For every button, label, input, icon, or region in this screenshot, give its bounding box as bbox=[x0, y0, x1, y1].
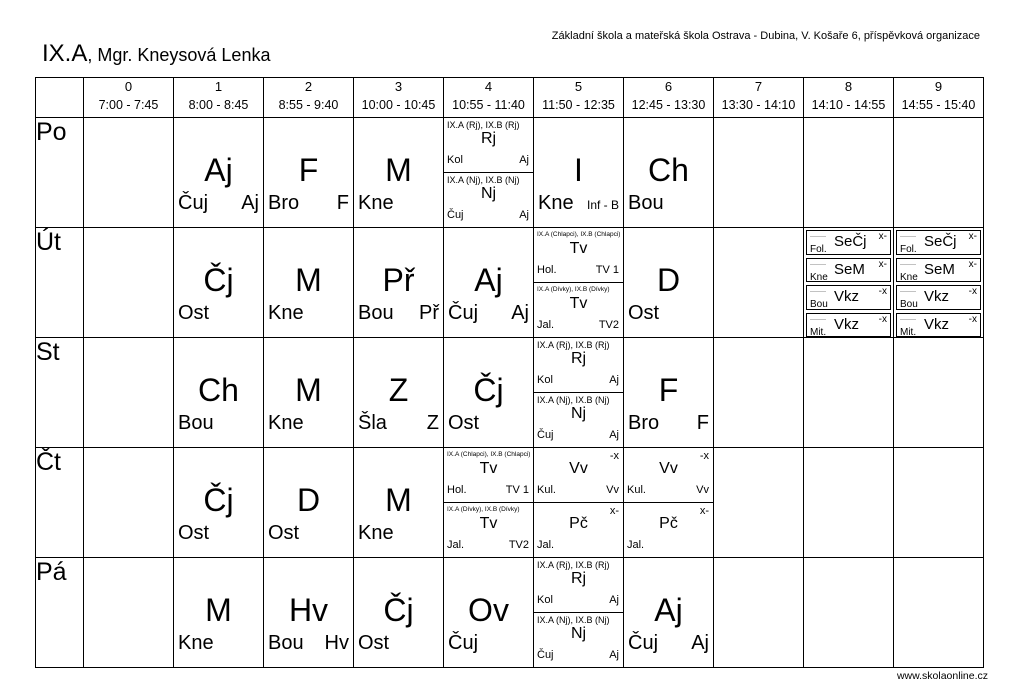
lesson-group: IX.A (Chlapci), IX.B (Chlapci) bbox=[537, 231, 621, 238]
lesson-subject: SeČj bbox=[834, 233, 867, 250]
lesson-teacher: Čuj bbox=[537, 649, 554, 661]
period-number: 6 bbox=[664, 79, 673, 94]
lesson-subject: Aj bbox=[654, 592, 683, 628]
lesson-subject: Ch bbox=[198, 372, 239, 408]
lesson-cell-empty bbox=[84, 228, 174, 338]
lesson-room: Z bbox=[426, 412, 439, 434]
lesson-subject: Z bbox=[388, 372, 409, 408]
lesson-cell-split bbox=[444, 448, 534, 558]
lesson-room: TV 1 bbox=[505, 484, 529, 496]
lesson-subject: Vkz bbox=[924, 288, 950, 305]
lesson-subject: Aj bbox=[474, 262, 503, 298]
lesson-subject: M bbox=[295, 262, 322, 298]
lesson-teacher: Ost bbox=[178, 522, 210, 544]
lesson-teacher: Jal. bbox=[447, 539, 465, 551]
lesson-room: Vv bbox=[606, 484, 619, 496]
group-lesson bbox=[444, 448, 533, 503]
lesson-cell bbox=[264, 448, 354, 558]
group-lesson bbox=[534, 338, 623, 393]
lesson-cell-empty bbox=[84, 338, 174, 448]
lesson-subject: Vkz bbox=[834, 288, 860, 305]
elective-lesson bbox=[804, 256, 893, 284]
lesson-teacher: Kne bbox=[538, 192, 574, 214]
day-row-st bbox=[36, 338, 984, 448]
lesson-subject: SeM bbox=[834, 260, 865, 278]
period-time: 10:00 - 10:45 bbox=[361, 98, 436, 112]
page-title bbox=[42, 40, 270, 68]
lesson-teacher: Jal. bbox=[537, 539, 555, 551]
lesson-teacher: Ost bbox=[628, 302, 660, 324]
lesson-subject: Aj bbox=[204, 152, 233, 188]
period-time: 8:55 - 9:40 bbox=[278, 98, 339, 112]
lesson-teacher: Kol bbox=[537, 594, 553, 606]
lesson-group: IX.A (Nj), IX.B (Nj) bbox=[537, 395, 610, 405]
lesson-teacher: Bou bbox=[810, 299, 828, 310]
week-mark: -x bbox=[878, 286, 887, 297]
period-9-header bbox=[894, 78, 984, 118]
lesson-room: Vv bbox=[696, 484, 709, 496]
lesson-cell-empty bbox=[894, 558, 984, 668]
lesson-subject: Tv bbox=[569, 240, 588, 257]
lesson-teacher: Čuj bbox=[448, 632, 479, 654]
lesson-room: Aj bbox=[691, 632, 709, 654]
period-6-header bbox=[624, 78, 714, 118]
class-name: IX.A bbox=[42, 40, 88, 67]
lesson-room: Aj bbox=[609, 594, 619, 606]
lesson-teacher: Bou bbox=[628, 192, 664, 214]
elective-lesson bbox=[894, 283, 983, 311]
lesson-cell-empty bbox=[714, 118, 804, 228]
elective-group-text: ———— bbox=[810, 260, 826, 266]
lesson-cell bbox=[624, 118, 714, 228]
lesson-room: F bbox=[696, 412, 709, 434]
lesson-teacher: Čuj bbox=[628, 632, 659, 654]
lesson-group: IX.A (Dívky), IX.B (Dívky) bbox=[537, 286, 610, 293]
period-time: 14:55 - 15:40 bbox=[901, 98, 976, 112]
timetable bbox=[35, 77, 984, 668]
lesson-subject: Čj bbox=[203, 482, 234, 518]
lesson-cell-empty bbox=[84, 448, 174, 558]
elective-group-text: ———— bbox=[900, 288, 916, 293]
lesson-cell bbox=[174, 338, 264, 448]
lesson-cell-split bbox=[534, 558, 624, 668]
lesson-group: IX.A (Rj), IX.B (Rj) bbox=[537, 340, 610, 350]
elective-group-text: ———— bbox=[810, 233, 826, 238]
period-7-header bbox=[714, 78, 804, 118]
lesson-subject: SeM bbox=[924, 260, 955, 278]
period-time: 13:30 - 14:10 bbox=[721, 98, 796, 112]
lesson-teacher: Hol. bbox=[447, 484, 467, 496]
lesson-cell-split bbox=[624, 448, 714, 558]
period-number: 7 bbox=[754, 79, 763, 94]
lesson-room: Aj bbox=[609, 649, 619, 661]
week-mark: -x bbox=[968, 313, 977, 325]
group-lesson bbox=[534, 228, 623, 283]
lesson-teacher: Ost bbox=[268, 522, 300, 544]
lesson-cell bbox=[444, 338, 534, 448]
day-label: Čt bbox=[36, 448, 84, 558]
group-lesson bbox=[444, 173, 533, 228]
group-lesson bbox=[444, 118, 533, 173]
period-5-header bbox=[534, 78, 624, 118]
period-number: 9 bbox=[934, 79, 943, 94]
lesson-room: F bbox=[336, 192, 349, 214]
lesson-cell-split bbox=[444, 118, 534, 228]
lesson-cell-empty bbox=[894, 118, 984, 228]
lesson-cell bbox=[264, 338, 354, 448]
lesson-subject: M bbox=[385, 152, 412, 188]
lesson-cell-empty bbox=[804, 118, 894, 228]
lesson-subject: F bbox=[298, 152, 319, 188]
elective-group-text: ———— bbox=[900, 260, 916, 266]
lesson-teacher: Čuj bbox=[537, 429, 554, 441]
lesson-room: Aj bbox=[519, 154, 529, 166]
lesson-teacher: Kne bbox=[810, 271, 828, 283]
lesson-teacher: Ost bbox=[178, 302, 210, 324]
week-mark: -x bbox=[878, 313, 887, 325]
lesson-subject: Čj bbox=[473, 372, 504, 408]
lesson-cell bbox=[624, 228, 714, 338]
elective-group-text: ———— bbox=[900, 315, 916, 321]
elective-lesson bbox=[804, 228, 893, 256]
elective-lesson bbox=[804, 311, 893, 339]
lesson-subject: Pč bbox=[659, 515, 678, 532]
lesson-subject: M bbox=[385, 482, 412, 518]
lesson-subject: Hv bbox=[288, 592, 329, 628]
lesson-cell bbox=[354, 448, 444, 558]
alternating-lesson bbox=[624, 448, 713, 503]
period-0-header bbox=[84, 78, 174, 118]
lesson-subject: Tv bbox=[569, 295, 588, 312]
lesson-teacher: Mit. bbox=[900, 326, 917, 338]
lesson-cell-split bbox=[534, 338, 624, 448]
lesson-cell-quad bbox=[804, 228, 894, 338]
lesson-subject: Čj bbox=[383, 592, 414, 628]
period-time: 8:00 - 8:45 bbox=[188, 98, 249, 112]
day-label: Po bbox=[36, 118, 84, 228]
period-8-header bbox=[804, 78, 894, 118]
lesson-teacher: Ost bbox=[448, 412, 480, 434]
lesson-teacher: Kne bbox=[358, 522, 394, 544]
lesson-cell bbox=[624, 558, 714, 668]
lesson-subject: Vv bbox=[659, 460, 678, 477]
lesson-group: IX.A (Dívky), IX.B (Dívky) bbox=[447, 506, 520, 513]
lesson-cell-empty bbox=[894, 338, 984, 448]
lesson-subject: Nj bbox=[480, 185, 497, 202]
day-row-ut bbox=[36, 228, 984, 338]
lesson-teacher: Bro bbox=[628, 412, 660, 434]
lesson-cell-empty bbox=[894, 448, 984, 558]
lesson-subject: Vkz bbox=[924, 315, 950, 333]
lesson-teacher: Kol bbox=[537, 374, 553, 386]
lesson-cell bbox=[264, 558, 354, 668]
elective-lesson bbox=[894, 228, 983, 256]
lesson-room: Hv bbox=[324, 632, 349, 654]
lesson-subject: I bbox=[574, 152, 583, 188]
lesson-subject: Př bbox=[382, 262, 415, 298]
school-name: Základní škola a mateřská škola Ostrava - Dubina, V. Košaře 6, příspěvková organizace bbox=[551, 30, 980, 42]
lesson-cell bbox=[174, 448, 264, 558]
lesson-cell-quad bbox=[894, 228, 984, 338]
lesson-subject: Ov bbox=[468, 592, 509, 628]
period-number: 0 bbox=[124, 79, 133, 94]
lesson-room: TV2 bbox=[508, 539, 529, 551]
lesson-cell bbox=[444, 228, 534, 338]
alternating-lesson bbox=[534, 503, 623, 558]
lesson-cell bbox=[174, 558, 264, 668]
week-mark: -x bbox=[699, 450, 709, 462]
period-time: 7:00 - 7:45 bbox=[98, 98, 159, 112]
lesson-subject: Tv bbox=[479, 460, 498, 477]
lesson-teacher: Fol. bbox=[810, 244, 827, 255]
lesson-cell-empty bbox=[84, 558, 174, 668]
period-number: 2 bbox=[304, 79, 313, 94]
alternating-lesson bbox=[624, 503, 713, 558]
elective-group-text: ———— bbox=[810, 288, 826, 293]
period-time: 10:55 - 11:40 bbox=[452, 98, 525, 112]
lesson-group: IX.A (Chlapci), IX.B (Chlapci) bbox=[447, 451, 531, 458]
week-mark: x- bbox=[968, 231, 977, 242]
lesson-room: Př bbox=[419, 302, 439, 324]
lesson-room: TV 1 bbox=[595, 264, 619, 276]
lesson-teacher: Kol bbox=[447, 154, 463, 166]
lesson-cell bbox=[264, 228, 354, 338]
period-1-header bbox=[174, 78, 264, 118]
lesson-subject: D bbox=[296, 482, 321, 518]
lesson-cell-empty bbox=[714, 338, 804, 448]
lesson-teacher: Bou bbox=[358, 302, 394, 324]
lesson-teacher: Kne bbox=[268, 412, 304, 434]
group-lesson bbox=[534, 613, 623, 668]
day-row-po bbox=[36, 118, 984, 228]
period-time: 12:45 - 13:30 bbox=[631, 98, 706, 112]
lesson-cell bbox=[534, 118, 624, 228]
lesson-teacher: Bro bbox=[268, 192, 300, 214]
lesson-cell-split bbox=[534, 448, 624, 558]
lesson-room: Aj bbox=[511, 302, 529, 324]
lesson-cell-empty bbox=[714, 558, 804, 668]
lesson-room: Inf - B bbox=[586, 198, 619, 212]
lesson-subject: Čj bbox=[203, 262, 234, 298]
week-mark: -x bbox=[968, 286, 977, 297]
period-number: 1 bbox=[214, 79, 223, 94]
period-number: 8 bbox=[844, 79, 853, 94]
elective-group-text: ———— bbox=[810, 315, 826, 321]
lesson-subject: Pč bbox=[569, 515, 588, 532]
lesson-teacher: Bou bbox=[900, 299, 918, 310]
day-label: Pá bbox=[36, 558, 84, 668]
lesson-cell bbox=[444, 558, 534, 668]
lesson-group: IX.A (Rj), IX.B (Rj) bbox=[447, 120, 520, 130]
lesson-cell bbox=[354, 558, 444, 668]
group-lesson bbox=[444, 503, 533, 558]
lesson-teacher: Čuj bbox=[178, 192, 209, 214]
lesson-teacher: Kul. bbox=[537, 484, 556, 496]
lesson-cell bbox=[354, 118, 444, 228]
lesson-cell-empty bbox=[714, 228, 804, 338]
lesson-subject: F bbox=[658, 372, 679, 408]
lesson-group: IX.A (Nj), IX.B (Nj) bbox=[537, 615, 610, 625]
period-4-header bbox=[444, 78, 534, 118]
lesson-teacher: Fol. bbox=[900, 244, 917, 255]
lesson-teacher: Ost bbox=[358, 632, 390, 654]
lesson-subject: SeČj bbox=[924, 233, 957, 250]
lesson-cell bbox=[174, 228, 264, 338]
lesson-subject: Rj bbox=[570, 350, 587, 367]
lesson-teacher: Hol. bbox=[537, 264, 557, 276]
footer-link[interactable]: www.skolaonline.cz bbox=[896, 670, 988, 682]
lesson-teacher: Šla bbox=[358, 412, 387, 434]
week-mark: -x bbox=[609, 450, 619, 462]
group-lesson bbox=[534, 393, 623, 448]
lesson-subject: Vv bbox=[569, 460, 588, 477]
lesson-cell-empty bbox=[714, 448, 804, 558]
lesson-room: Aj bbox=[519, 209, 529, 221]
lesson-cell-empty bbox=[84, 118, 174, 228]
lesson-teacher: Bou bbox=[178, 412, 214, 434]
lesson-subject: M bbox=[295, 372, 322, 408]
lesson-teacher: Jal. bbox=[627, 539, 645, 551]
lesson-cell bbox=[354, 338, 444, 448]
lesson-cell-empty bbox=[804, 338, 894, 448]
lesson-cell bbox=[174, 118, 264, 228]
day-row-ct bbox=[36, 448, 984, 558]
lesson-room: Aj bbox=[609, 429, 619, 441]
day-label: St bbox=[36, 338, 84, 448]
group-lesson bbox=[534, 558, 623, 613]
period-number: 4 bbox=[484, 79, 493, 94]
lesson-teacher: Bou bbox=[268, 632, 304, 654]
lesson-cell-empty bbox=[804, 558, 894, 668]
group-lesson bbox=[534, 283, 623, 338]
lesson-teacher: Kne bbox=[178, 632, 214, 654]
lesson-group: IX.A (Rj), IX.B (Rj) bbox=[537, 560, 610, 570]
alternating-lesson bbox=[534, 448, 623, 503]
week-mark: x- bbox=[699, 505, 709, 517]
lesson-teacher: Kul. bbox=[627, 484, 646, 496]
lesson-subject: Tv bbox=[479, 515, 498, 532]
lesson-cell-split bbox=[534, 228, 624, 338]
day-row-pa bbox=[36, 558, 984, 668]
lesson-cell bbox=[354, 228, 444, 338]
period-time: 11:50 - 12:35 bbox=[542, 98, 615, 112]
week-mark: x- bbox=[878, 258, 887, 270]
lesson-subject: Vkz bbox=[834, 315, 860, 333]
elective-lesson bbox=[894, 311, 983, 339]
lesson-teacher: Kne bbox=[900, 271, 918, 283]
lesson-room: Aj bbox=[241, 192, 259, 214]
lesson-cell-empty bbox=[804, 448, 894, 558]
lesson-subject: Nj bbox=[570, 625, 587, 642]
elective-lesson bbox=[894, 256, 983, 284]
week-mark: x- bbox=[968, 258, 977, 270]
week-mark: x- bbox=[878, 231, 887, 242]
week-mark: x- bbox=[609, 505, 619, 517]
lesson-subject: M bbox=[205, 592, 232, 628]
lesson-subject: Rj bbox=[480, 130, 497, 147]
lesson-room: TV2 bbox=[598, 319, 619, 331]
lesson-teacher: Mit. bbox=[810, 326, 827, 338]
lesson-subject: Ch bbox=[648, 152, 689, 188]
period-2-header bbox=[264, 78, 354, 118]
lesson-teacher: Kne bbox=[268, 302, 304, 324]
lesson-group: IX.A (Nj), IX.B (Nj) bbox=[447, 175, 520, 185]
lesson-cell bbox=[624, 338, 714, 448]
lesson-teacher: Kne bbox=[358, 192, 394, 214]
elective-group-text: ———— bbox=[900, 233, 916, 238]
lesson-cell bbox=[264, 118, 354, 228]
lesson-room: Aj bbox=[609, 374, 619, 386]
lesson-subject: Nj bbox=[570, 405, 587, 422]
class-teacher: , Mgr. Kneysová Lenka bbox=[87, 45, 271, 65]
elective-lesson bbox=[804, 283, 893, 311]
period-time: 14:10 - 14:55 bbox=[811, 98, 886, 112]
lesson-teacher: Čuj bbox=[448, 302, 479, 324]
lesson-teacher: Čuj bbox=[447, 209, 464, 221]
day-label: Út bbox=[36, 228, 84, 338]
period-number: 5 bbox=[574, 79, 583, 94]
period-3-header bbox=[354, 78, 444, 118]
lesson-subject: D bbox=[656, 262, 681, 298]
corner-cell bbox=[36, 78, 84, 118]
period-header-row bbox=[36, 78, 984, 118]
lesson-teacher: Jal. bbox=[537, 319, 555, 331]
period-number: 3 bbox=[394, 79, 403, 94]
lesson-subject: Rj bbox=[570, 570, 587, 587]
